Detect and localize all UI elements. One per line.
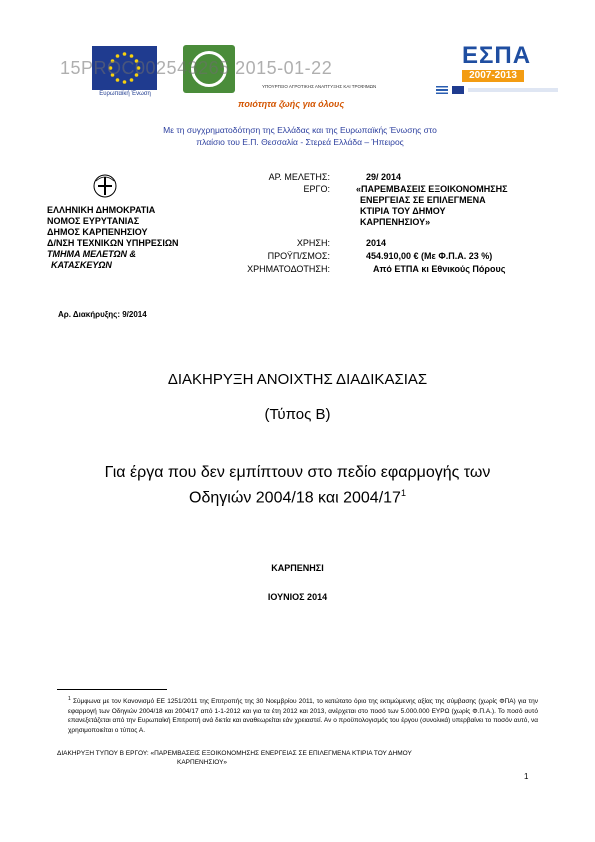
footnote-text: Σύμφωνα με τον Κανονισμό ΕΕ 1251/2011 της Επιτροπής της 30 Νοεμβρίου 2011, το κατώτατο όριο της εκτιμώμενης αξίας της σύμβασης (χωρίς ΦΠΑ) για την εφαρμογή των Οδηγιών 2004/18 και 2004/17 από 1-1-2012 και για τα έτη 2012 και 2013, ανέρχεται στο ποσό των 5.000.000 ΕΥΡΩ (χωρίς Φ.Π.Α.). Το ποσό αυτό επανεξετάζεται από την Ευρωπαϊκή Επιτροπή ανά διετία και αναθεωρείται εάν χρειαστεί. Αν ο προϋπολογισμός του έργου (συνολικά) υπερβαίνει το ποσόν αυτό, να χρησιμοποιείται ο τύπος Α. [68,698,538,734]
greek-flag-icon [436,86,448,94]
date: ΙΟΥΝΙΟΣ 2014 [267,592,328,602]
declaration-number: Αρ. Διακήρυξης: 9/2014 [58,310,147,319]
subtitle-line: Για έργα που δεν εμπίπτουν στο πεδίο εφαρμογής των [104,464,491,481]
footer-line: ΔΙΑΚΗΡΥΞΗ ΤΥΠΟΥ Β ΕΡΓΟΥ: «ΠΑΡΕΜΒΑΣΕΙΣ ΕΞΟΙΚΟΝΟΜΗΣΗΣ ΕΝΕΡΓΕΙΑΣ ΣΕ ΕΠΙΛΕΓΜΕΝΑ ΚΤΙΡΙΑ ΤΟΥ ΔΗΜΟΥ [57,750,412,757]
document-subtitle [60,462,535,508]
document-type: (Τύπος Β) [264,406,331,423]
document-title: ΔΙΑΚΗΡΥΞΗ ΑΝΟΙΧΤΗΣ ΔΙΑΔΙΚΑΣΙΑΣ [167,371,428,388]
department-line: ΚΑΤΑΣΚΕΥΩΝ [51,260,112,270]
eu-flag-icon [452,86,464,94]
study-label: ΑΡ. ΜΕΛΕΤΗΣ: [268,172,330,182]
work-value-line: ΚΑΡΠΕΝΗΣΙΟΥ» [360,217,431,227]
work-label: ΕΡΓΟ: [303,184,330,194]
footnote [68,695,538,735]
study-value: 29/ 2014 [366,172,402,182]
work-value-line: «ΠΑΡΕΜΒΑΣΕΙΣ ΕΞΟΙΚΟΝΟΜΗΣΗΣ [356,184,508,194]
page-number: 1 [524,772,529,781]
authority-line: Δ/ΝΣΗ ΤΕΧΝΙΚΩΝ ΥΠΗΡΕΣΙΩΝ [47,238,179,248]
eu-caption: Ευρωπαϊκή Ένωση [99,91,151,97]
authority-block [47,205,179,271]
year-label: ΧΡΗΣΗ: [296,238,330,248]
page-footer [57,749,517,767]
espa-title: ΕΣΠΑ [462,42,532,69]
subtitle-text: Οδηγιών 2004/18 και 2004/17 [189,489,401,507]
cofunding-statement [110,124,490,148]
funding-value: Από ΕΤΠΑ κι Εθνικούς Πόρους [373,264,506,274]
place: ΚΑΡΠΕΝΗΣΙ [271,563,324,573]
watermark: 15PROC002543265 2015-01-22 [60,58,333,78]
authority-line: ΝΟΜΟΣ ΕΥΡΥΤΑΝΙΑΣ [47,216,140,226]
decorative-bar [468,88,558,92]
work-value-line: ΚΤΙΡΙΑ ΤΟΥ ΔΗΜΟΥ [360,206,446,216]
cofunding-line-2: πλαίσιο του Ε.Π. Θεσσαλία - Στερεά Ελλάδα – Ήπειρος [196,137,404,147]
hellenic-emblem-icon [93,173,117,199]
work-value [356,184,546,228]
footnote-divider [57,689,167,690]
funding-label: ΧΡΗΜΑΤΟΔΟΤΗΣΗ: [247,264,330,274]
budget-label: ΠΡΟΫΠ/ΣΜΟΣ: [267,251,330,261]
work-value-line: ΕΝΕΡΓΕΙΑΣ ΣΕ ΕΠΙΛΕΓΜΕΝΑ [360,195,486,205]
ministry-text: ΥΠΟΥΡΓΕΙΟ ΑΓΡΟΤΙΚΗΣ ΑΝΑΠΤΥΞΗΣ ΚΑΙ ΤΡΟΦΙΜΩΝ [262,84,377,89]
authority-line: ΔΗΜΟΣ ΚΑΡΠΕΝΗΣΙΟΥ [47,227,148,237]
quality-slogan: ποιότητα ζωής για όλους [238,99,345,109]
department-line: ΤΜΗΜΑ ΜΕΛΕΤΩΝ & [47,249,137,259]
footnote-number: 1 [68,696,71,702]
footer-line: ΚΑΡΠΕΝΗΣΙΟΥ» [177,759,228,766]
cofunding-line-1: Με τη συγχρηματοδότηση της Ελλάδας και της Ευρωπαϊκής Ένωσης στο [163,125,437,135]
budget-value: 454.910,00 € (Με Φ.Π.Α. 23 %) [366,251,493,261]
espa-logo [462,44,532,82]
espa-years: 2007-2013 [462,70,524,82]
authority-line: ΕΛΛΗΝΙΚΗ ΔΗΜΟΚΡΑΤΙΑ [47,205,156,215]
footnote-marker: 1 [400,488,406,498]
subtitle-line [60,483,535,508]
year-value: 2014 [366,238,387,248]
